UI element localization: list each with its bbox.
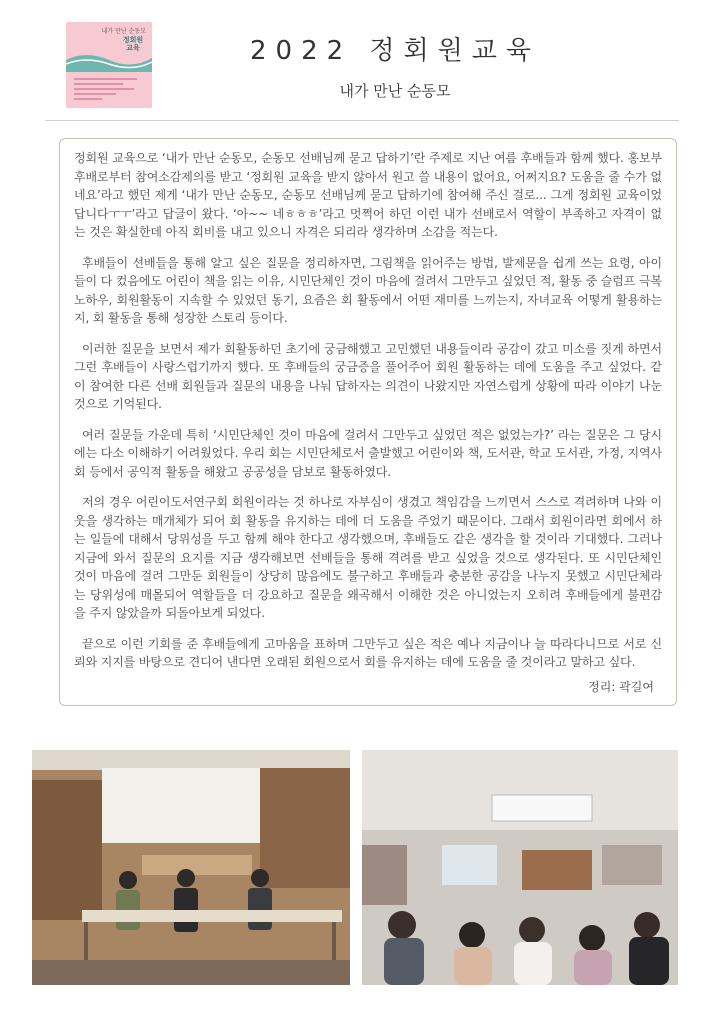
article-paragraph-6: 끝으로 이런 기회를 준 후배들에게 고마움을 표하며 그만두고 싶은 적은 예나 지금이나 늘 따라다니므로 서로 신뢰와 지지를 바탕으로 견디어 낸다면 오래된 회원으로서 회를 유지하는 데에 도움을 줄 것이라고 말하고 싶다. — [74, 636, 662, 669]
logo-vertical-text: 정회원교육 — [122, 36, 144, 52]
event-photo-panel — [32, 750, 350, 985]
event-photo-panel-graphic — [32, 750, 350, 985]
page-title: 2022 정회원교육 — [249, 36, 540, 66]
logo-text-lines — [74, 78, 144, 103]
header-divider — [45, 120, 679, 121]
logo-wave-graphic — [66, 50, 152, 72]
article-paragraph-3: 이러한 질문을 보면서 제가 회활동하던 초기에 궁금해했고 고민했던 내용들이라 공감이 갔고 미소를 짓게 하면서 그런 후배들이 사랑스럽기까지 했다. 또 후배들의 궁금증을 풀어주어 회원 활동하는 데에 도움을 주고 싶었다. 같이 참여한 다른 선배 회원들과 질문의 내용을 나눠 답하자는 의견이 나왔지만 자연스럽게 상황에 따라 이야기 나눈 것으로 기억된다. — [74, 341, 662, 411]
article-paragraph-5: 저의 경우 어린이도서연구회 회원이라는 것 하나로 자부심이 생겼고 책임감을 느끼면서 스스로 격려하며 나와 이웃을 생각하는 매개체가 되어 회 활동을 유지하는 데에 더 도움을 주었기 때문이다. 그래서 회원이라면 회에서 하는 일들에 대해서 당위성을 두고 함께 해야 한다고 생각했으며, 후배들도 같은 생각을 할 것이라 기대했다. 그러나 지금에 와서 질문의 요지를 지금 생각해보면 선배들을 통해 격려를 받고 싶었을 것으로 생각된다. 또 시민단체인 것이 마음에 걸려 그만둔 회원들이 상당히 많음에도 불구하고 후배들과 충분한 공감을 나누지 못했고 시민단체라는 당위성에 매몰되어 역할들을 더 강요하고 질문을 왜곡해서 이해한 것은 아니었는지 오히려 후배들에게 불편감을 주지 않았을까 되돌아보게 되었다. — [74, 495, 662, 620]
page-subtitle: 내가 만난 순동모 — [339, 82, 451, 100]
audience-photo-panel — [362, 750, 678, 985]
logo-image — [66, 22, 152, 108]
audience-photo-panel-graphic — [362, 750, 678, 985]
article-paragraph-4: 여러 질문들 가운데 특히 ‘시민단체인 것이 마음에 걸려서 그만두고 싶었던 적은 없었는가?’ 라는 질문은 그 당시에는 다소 이해하기 어려웠었다. 우리 회는 시민단체로서 출발했고 어린이와 책, 도서관, 학교 도서관, 가정, 지역사회 등에서 공익적 활동을 해왔고 공공성을 담보로 활동하였다. — [74, 427, 662, 479]
logo-small-title: 내가 만난 순동모 — [101, 28, 146, 35]
article-paragraph-1: 정회원 교육으로 ‘내가 만난 순동모, 순동모 선배님께 묻고 답하기’란 주제로 지난 여름 후배들과 함께 했다. 홍보부 후배로부터 참여소감제의를 받고 ‘정회원 교육을 받지 않아서 원고 쓸 내용이 없어요, 어쩌지요? 도움을 줄 수가 없네요’라고 했던 제게 ‘내가 만난 순동모, 순동모 선배님께 묻고 답하기에 참여해 주신 걸로... 그게 정회원 교육이었답니다ㅜㅜ’라고 답글이 왔다. ‘아~~ 네ㅎㅎㅎ’라고 멋쩍어 하던 이런 내가 선배로서 역할이 부족하고 자격이 없는 것은 확실한데 아직 회비를 내고 있으니 자격은 되리라 생각하며 소감을 적는다. — [74, 151, 662, 239]
article-credit: 정리: 곽길여 — [588, 679, 654, 694]
article-box — [59, 138, 677, 706]
article-paragraph-2: 후배들이 선배들을 통해 알고 싶은 질문을 정리하자면, 그림책을 읽어주는 방법, 발제문을 쉽게 쓰는 요령, 아이들이 다 컸음에도 어린이 책을 읽는 이유, 시민단체인 것이 마음에 걸려서 그만두고 싶었던 적, 활동 중 슬럼프 극복 노하우, 회원활동이 지속할 수 있었던 동기, 요즘은 회 활동에서 어떤 재미를 느끼는지, 자녀교육 어떻게 활용하는지, 회 활동을 통해 성장한 스토리 등이다. — [74, 255, 662, 325]
